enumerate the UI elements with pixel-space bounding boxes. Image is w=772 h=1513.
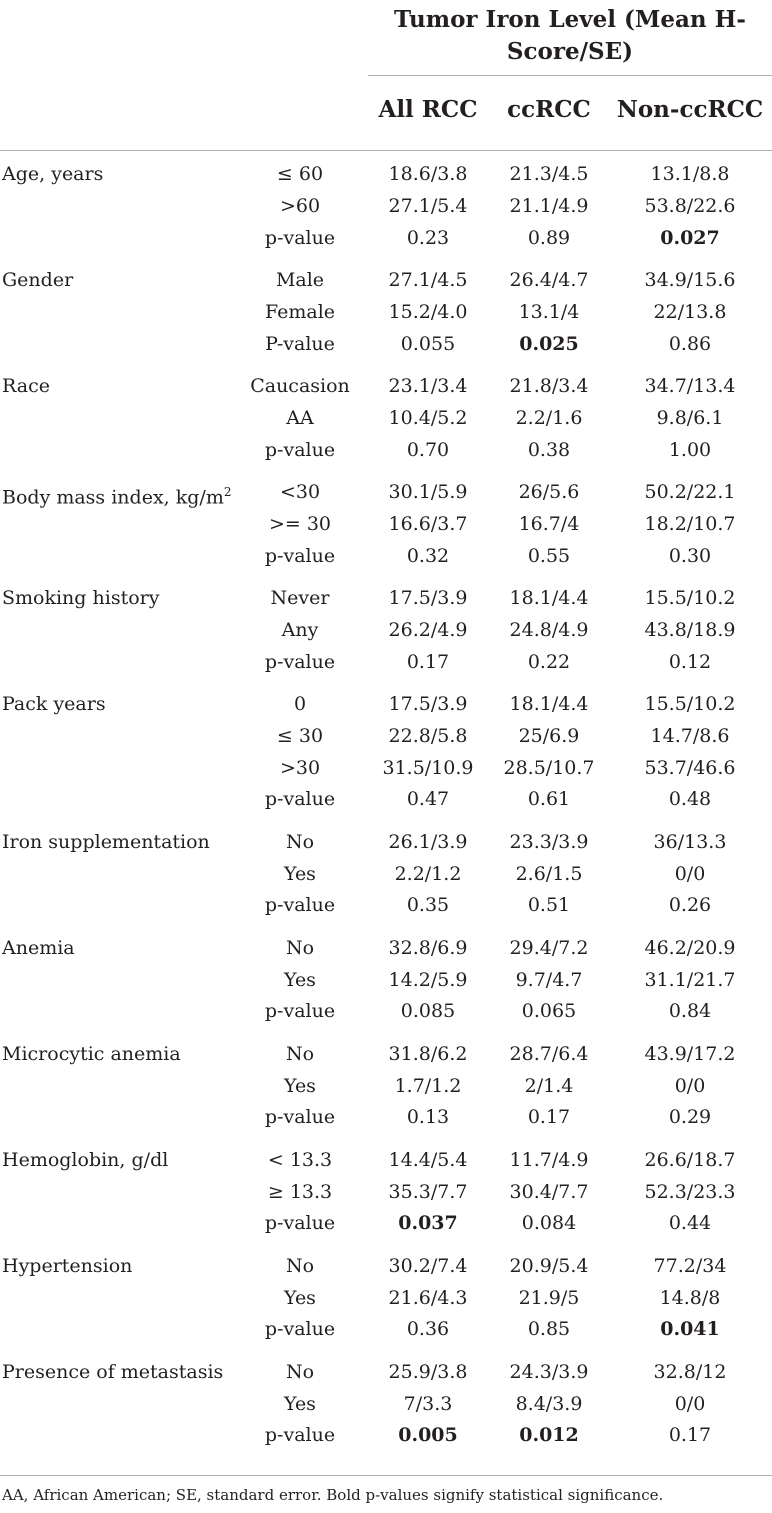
table-row [0, 328, 772, 360]
group-column-title: Tumor Iron Level (Mean H-Score/SE) [394, 6, 746, 65]
table-row [0, 614, 772, 646]
ccrcc-cell: 24.3/3.9 [509, 1361, 589, 1383]
level-cell: Any [281, 619, 319, 641]
level-cell: Female [264, 301, 336, 323]
level-cell: p-value [264, 1424, 336, 1446]
level-cell: >60 [279, 195, 321, 217]
ccrcc-cell: 0.025 [519, 333, 579, 355]
non-ccrcc-cell: 0.027 [660, 227, 720, 249]
ccrcc-cell: 18.1/4.4 [509, 587, 589, 609]
level-cell: Male [275, 269, 325, 291]
non-ccrcc-cell: 14.7/8.6 [650, 725, 730, 747]
all-rcc-cell: 30.1/5.9 [388, 481, 468, 503]
level-cell: Never [270, 587, 330, 609]
table-row [0, 889, 772, 921]
level-cell: ≤ 30 [276, 725, 324, 747]
variable-label [2, 932, 75, 964]
level-cell: p-value [264, 1106, 336, 1128]
non-ccrcc-cell: 34.9/15.6 [644, 269, 736, 291]
non-ccrcc-cell: 0.041 [660, 1318, 720, 1340]
ccrcc-cell: 9.7/4.7 [515, 969, 583, 991]
variable-label-text: Age, years [2, 163, 104, 185]
non-ccrcc-cell: 46.2/20.9 [644, 937, 736, 959]
level-cell: No [285, 1361, 315, 1383]
all-rcc-cell: 14.4/5.4 [388, 1149, 468, 1171]
table-row [0, 158, 772, 190]
all-rcc-cell: 14.2/5.9 [388, 969, 468, 991]
variable-label [2, 1356, 223, 1388]
non-ccrcc-cell: 0/0 [674, 1393, 706, 1415]
level-cell: Caucasion [250, 375, 350, 397]
all-rcc-cell: 2.2/1.2 [394, 863, 462, 885]
all-rcc-cell: 15.2/4.0 [388, 301, 468, 323]
ccrcc-cell: 0.38 [527, 439, 571, 461]
level-cell: >= 30 [268, 513, 332, 535]
all-rcc-cell: 0.47 [406, 788, 450, 810]
table-row [0, 1101, 772, 1133]
variable-label [2, 1250, 132, 1282]
ccrcc-cell: 20.9/5.4 [509, 1255, 589, 1277]
table-footnote: AA, African American; SE, standard error. Bold p-values signify statistical significance. [2, 1486, 664, 1504]
table-row [0, 190, 772, 222]
level-cell: ≤ 60 [276, 163, 324, 185]
all-rcc-cell: 0.36 [406, 1318, 450, 1340]
variable-label [2, 826, 210, 858]
ccrcc-cell: 21.3/4.5 [509, 163, 589, 185]
level-cell: p-value [264, 894, 336, 916]
table-row [0, 932, 772, 964]
non-ccrcc-cell: 15.5/10.2 [644, 587, 736, 609]
all-rcc-cell: 0.17 [406, 651, 450, 673]
variable-label-text: Hypertension [2, 1255, 133, 1277]
non-ccrcc-cell: 22/13.8 [653, 301, 727, 323]
ccrcc-cell: 0.51 [527, 894, 571, 916]
column-header-ccrcc: ccRCC [507, 96, 591, 123]
ccrcc-cell: 28.5/10.7 [503, 757, 595, 779]
level-cell: Yes [284, 863, 316, 885]
all-rcc-cell: 31.5/10.9 [382, 757, 474, 779]
all-rcc-cell: 25.9/3.8 [388, 1361, 468, 1383]
ccrcc-cell: 2.6/1.5 [515, 863, 583, 885]
variable-label-superscript: 2 [223, 485, 232, 499]
ccrcc-cell: 24.8/4.9 [509, 619, 589, 641]
variable-label-text: Smoking history [2, 587, 160, 609]
non-ccrcc-cell: 50.2/22.1 [644, 481, 736, 503]
level-cell: p-value [264, 1318, 336, 1340]
ccrcc-cell: 26/5.6 [518, 481, 580, 503]
ccrcc-cell: 28.7/6.4 [509, 1043, 589, 1065]
non-ccrcc-cell: 43.9/17.2 [644, 1043, 736, 1065]
ccrcc-cell: 0.17 [527, 1106, 571, 1128]
table-row [0, 1038, 772, 1070]
non-ccrcc-cell: 1.00 [668, 439, 712, 461]
column-header-non-ccrcc: Non-ccRCC [616, 96, 764, 123]
table-row [0, 783, 772, 815]
column-header-all-rcc: All RCC [378, 96, 478, 123]
level-cell: ≥ 13.3 [267, 1181, 333, 1203]
variable-label [2, 1144, 168, 1176]
ccrcc-cell: 8.4/3.9 [515, 1393, 583, 1415]
level-cell: Yes [284, 969, 316, 991]
ccrcc-cell: 0.22 [527, 651, 571, 673]
variable-label-text: Iron supplementation [2, 831, 210, 853]
all-rcc-cell: 0.085 [400, 1000, 456, 1022]
non-ccrcc-cell: 36/13.3 [653, 831, 727, 853]
level-cell: p-value [264, 227, 336, 249]
table-row [0, 582, 772, 614]
variable-label [2, 264, 73, 296]
table-row [0, 1388, 772, 1420]
variable-label [2, 582, 159, 614]
ccrcc-cell: 0.61 [527, 788, 571, 810]
level-cell: < 13.3 [267, 1149, 333, 1171]
ccrcc-cell: 30.4/7.7 [509, 1181, 589, 1203]
non-ccrcc-cell: 0.44 [668, 1212, 712, 1234]
ccrcc-cell: 2.2/1.6 [515, 407, 583, 429]
table-row [0, 1356, 772, 1388]
all-rcc-cell: 7/3.3 [403, 1393, 453, 1415]
level-cell: p-value [264, 439, 336, 461]
table-header [0, 0, 772, 150]
ccrcc-cell: 0.012 [519, 1424, 579, 1446]
header-bottom-rule [0, 150, 772, 151]
ccrcc-cell: 0.85 [527, 1318, 571, 1340]
ccrcc-cell: 18.1/4.4 [509, 693, 589, 715]
table-row [0, 858, 772, 890]
non-ccrcc-cell: 0.84 [668, 1000, 712, 1022]
non-ccrcc-cell: 0.17 [668, 1424, 712, 1446]
variable-label-text: Gender [2, 269, 74, 291]
non-ccrcc-cell: 0/0 [674, 863, 706, 885]
non-ccrcc-cell: 0.12 [668, 651, 712, 673]
all-rcc-cell: 0.35 [406, 894, 450, 916]
non-ccrcc-cell: 13.1/8.8 [650, 163, 730, 185]
all-rcc-cell: 0.32 [406, 545, 450, 567]
ccrcc-cell: 25/6.9 [518, 725, 580, 747]
ccrcc-cell: 21.1/4.9 [509, 195, 589, 217]
all-rcc-cell: 1.7/1.2 [394, 1075, 462, 1097]
variable-label [2, 1038, 181, 1070]
all-rcc-cell: 10.4/5.2 [388, 407, 468, 429]
level-cell: p-value [264, 651, 336, 673]
non-ccrcc-cell: 0.48 [668, 788, 712, 810]
ccrcc-cell: 13.1/4 [518, 301, 580, 323]
table-row [0, 1250, 772, 1282]
level-cell: p-value [264, 788, 336, 810]
ccrcc-cell: 0.89 [527, 227, 571, 249]
non-ccrcc-cell: 0.30 [668, 545, 712, 567]
level-cell: p-value [264, 1212, 336, 1234]
ccrcc-cell: 0.55 [527, 545, 571, 567]
non-ccrcc-cell: 9.8/6.1 [656, 407, 724, 429]
table-row [0, 1207, 772, 1239]
level-cell: p-value [264, 545, 336, 567]
table-row [0, 508, 772, 540]
all-rcc-cell: 17.5/3.9 [388, 587, 468, 609]
level-cell: No [285, 1043, 315, 1065]
table-row [0, 752, 772, 784]
table-row [0, 1419, 772, 1451]
all-rcc-cell: 17.5/3.9 [388, 693, 468, 715]
level-cell: P-value [265, 333, 335, 355]
table-row [0, 540, 772, 572]
table-row [0, 826, 772, 858]
level-cell: Yes [284, 1075, 316, 1097]
variable-label [2, 688, 106, 720]
all-rcc-cell: 0.005 [398, 1424, 458, 1446]
level-cell: Yes [284, 1287, 316, 1309]
all-rcc-cell: 32.8/6.9 [388, 937, 468, 959]
variable-label-text: Race [2, 375, 50, 397]
all-rcc-cell: 30.2/7.4 [388, 1255, 468, 1277]
variable-label-text: Body mass index, kg/m [2, 486, 224, 509]
variable-label [2, 158, 103, 190]
all-rcc-cell: 27.1/5.4 [388, 195, 468, 217]
variable-label-text: Presence of metastasis [2, 1361, 224, 1383]
all-rcc-cell: 26.1/3.9 [388, 831, 468, 853]
level-cell: AA [286, 407, 314, 429]
non-ccrcc-cell: 0.29 [668, 1106, 712, 1128]
all-rcc-cell: 22.8/5.8 [388, 725, 468, 747]
level-cell: Yes [284, 1393, 316, 1415]
non-ccrcc-cell: 77.2/34 [653, 1255, 727, 1277]
table-row [0, 296, 772, 328]
table-bottom-rule [0, 1475, 772, 1476]
all-rcc-cell: 26.2/4.9 [388, 619, 468, 641]
non-ccrcc-cell: 26.6/18.7 [644, 1149, 736, 1171]
table-row [0, 1176, 772, 1208]
table-row [0, 434, 772, 466]
ccrcc-cell: 26.4/4.7 [509, 269, 589, 291]
all-rcc-cell: 0.037 [398, 1212, 458, 1234]
non-ccrcc-cell: 0.86 [668, 333, 712, 355]
non-ccrcc-cell: 14.8/8 [659, 1287, 721, 1309]
ccrcc-cell: 16.7/4 [518, 513, 580, 535]
table-row [0, 995, 772, 1027]
non-ccrcc-cell: 32.8/12 [653, 1361, 727, 1383]
all-rcc-cell: 0.23 [406, 227, 450, 249]
ccrcc-cell: 11.7/4.9 [509, 1149, 589, 1171]
table-row [0, 402, 772, 434]
non-ccrcc-cell: 43.8/18.9 [644, 619, 736, 641]
table-row [0, 476, 772, 508]
table-row [0, 222, 772, 254]
ccrcc-cell: 23.3/3.9 [509, 831, 589, 853]
table-row [0, 964, 772, 996]
ccrcc-cell: 21.9/5 [518, 1287, 580, 1309]
variable-label-text: Anemia [2, 937, 75, 959]
table-row [0, 688, 772, 720]
non-ccrcc-cell: 0/0 [674, 1075, 706, 1097]
all-rcc-cell: 35.3/7.7 [388, 1181, 468, 1203]
ccrcc-cell: 21.8/3.4 [509, 375, 589, 397]
non-ccrcc-cell: 34.7/13.4 [644, 375, 736, 397]
all-rcc-cell: 16.6/3.7 [388, 513, 468, 535]
table-row [0, 1282, 772, 1314]
all-rcc-cell: 23.1/3.4 [388, 375, 468, 397]
non-ccrcc-cell: 0.26 [668, 894, 712, 916]
table-row [0, 1070, 772, 1102]
all-rcc-cell: 0.13 [406, 1106, 450, 1128]
ccrcc-cell: 2/1.4 [524, 1075, 574, 1097]
level-cell: >30 [279, 757, 321, 779]
non-ccrcc-cell: 18.2/10.7 [644, 513, 736, 535]
all-rcc-cell: 0.70 [406, 439, 450, 461]
variable-label-text: Hemoglobin, g/dl [2, 1149, 169, 1171]
ccrcc-cell: 0.084 [521, 1212, 577, 1234]
ccrcc-cell: 29.4/7.2 [509, 937, 589, 959]
all-rcc-cell: 27.1/4.5 [388, 269, 468, 291]
level-cell: p-value [264, 1000, 336, 1022]
level-cell: No [285, 1255, 315, 1277]
variable-label-text: Microcytic anemia [2, 1043, 181, 1065]
table-row [0, 1144, 772, 1176]
all-rcc-cell: 18.6/3.8 [388, 163, 468, 185]
all-rcc-cell: 31.8/6.2 [388, 1043, 468, 1065]
group-title-rule [368, 75, 772, 76]
table-row [0, 370, 772, 402]
non-ccrcc-cell: 52.3/23.3 [644, 1181, 736, 1203]
level-cell: No [285, 831, 315, 853]
non-ccrcc-cell: 53.8/22.6 [644, 195, 736, 217]
ccrcc-cell: 0.065 [521, 1000, 577, 1022]
level-cell: No [285, 937, 315, 959]
non-ccrcc-cell: 53.7/46.6 [644, 757, 736, 779]
all-rcc-cell: 0.055 [400, 333, 456, 355]
non-ccrcc-cell: 15.5/10.2 [644, 693, 736, 715]
table-row [0, 1313, 772, 1345]
all-rcc-cell: 21.6/4.3 [388, 1287, 468, 1309]
table-row [0, 264, 772, 296]
level-cell: <30 [279, 481, 321, 503]
table-row [0, 720, 772, 752]
level-cell: 0 [293, 693, 307, 715]
non-ccrcc-cell: 31.1/21.7 [644, 969, 736, 991]
variable-label [2, 370, 50, 402]
variable-label-text: Pack years [2, 693, 106, 715]
table-row [0, 646, 772, 678]
